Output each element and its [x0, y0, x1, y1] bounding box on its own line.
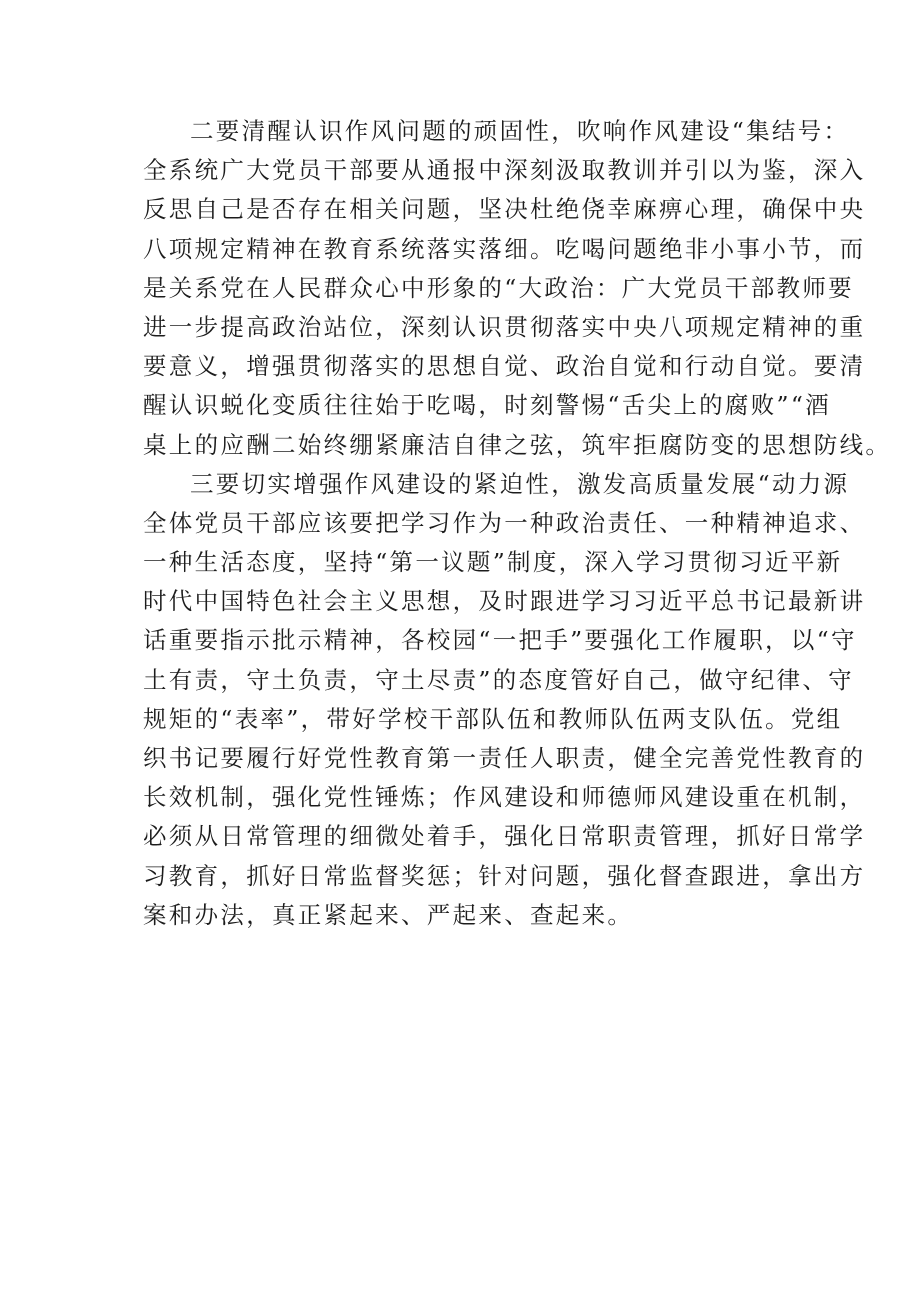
paragraph-line: 长效机制，强化党性锤炼；作风建设和师德师风建设重在机制， — [143, 783, 866, 812]
paragraph-line: 三要切实增强作风建设的紧迫性，激发高质量发展“动力源 — [190, 469, 850, 498]
paragraph-line: 习教育，抓好日常监督奖惩；针对问题，强化督查跟进，拿出方 — [143, 861, 866, 890]
paragraph-line: 醒认识蜕化变质往往始于吃喝，时刻警惕“舌尖上的腐败”“酒 — [143, 391, 831, 420]
paragraph-line: 八项规定精神在教育系统落实落细。吃喝问题绝非小事小节，而 — [143, 234, 866, 263]
paragraph-line: 是关系党在人民群众心中形象的“大政治：广大党员干部教师要 — [143, 273, 854, 302]
paragraph-line: 全系统广大党员干部要从通报中深刻汲取教训并引以为鉴，深入 — [143, 156, 866, 185]
paragraph-line: 时代中国特色社会主义思想，及时跟进学习习近平总书记最新讲 — [143, 587, 866, 616]
paragraph-line: 二要清醒认识作风问题的顽固性，吹响作风建设“集结号： — [190, 117, 850, 145]
paragraph-line: 一种生活态度，坚持“第一议题”制度，深入学习贯彻习近平新 — [143, 548, 843, 577]
paragraph-line: 反思自己是否存在相关问题，坚决杜绝侥幸麻痹心理，确保中央 — [143, 195, 866, 224]
paragraph-line: 必须从日常管理的细微处着手，强化日常职责管理，抓好日常学 — [143, 822, 866, 851]
document-body — [143, 112, 892, 935]
paragraph-2 — [143, 112, 892, 465]
paragraph-line: 全体党员干部应该要把学习作为一种政治责任、一种精神追求、 — [143, 508, 866, 537]
paragraph-line: 要意义，增强贯彻落实的思想自觉、政治自觉和行动自觉。要清 — [143, 352, 866, 381]
paragraph-line: 规矩的“表率”，带好学校干部队伍和教师队伍两支队伍。党组 — [143, 704, 843, 733]
paragraph-line: 案和办法，真正紧起来、严起来、查起来。 — [143, 900, 634, 929]
paragraph-line: 话重要指示批示精神，各校园“一把手”要强化工作履职，以“守 — [143, 626, 857, 655]
paragraph-line: 进一步提高政治站位，深刻认识贯彻落实中央八项规定精神的重 — [143, 312, 866, 341]
paragraph-3 — [143, 465, 866, 935]
paragraph-line: 织书记要履行好党性教育第一责任人职责，健全完善党性教育的 — [143, 744, 866, 772]
paragraph-line: 土有责，守土负责，守土尽责”的态度管好自己，做守纪律、守 — [143, 665, 854, 694]
paragraph-line: 桌上的应酬二始终绷紧廉洁自律之弦，筑牢拒腐防变的思想防线。 — [143, 430, 892, 459]
